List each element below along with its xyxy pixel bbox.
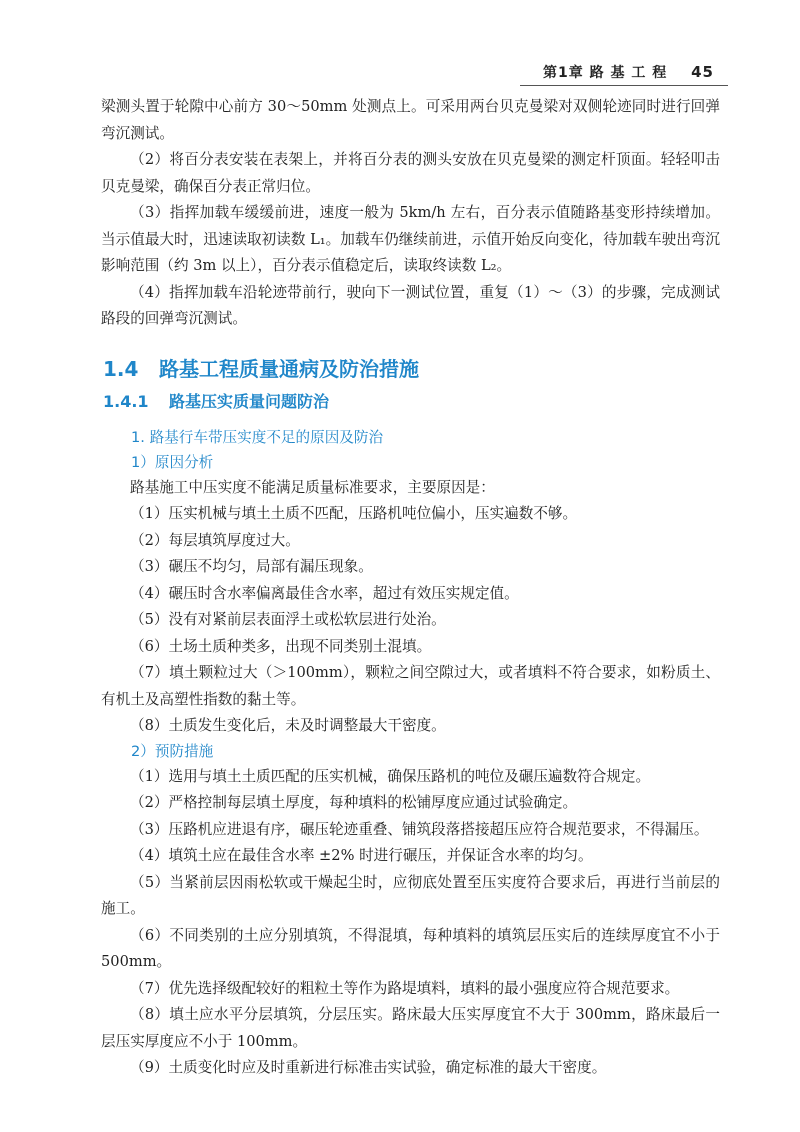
page-number: 45 xyxy=(691,63,714,81)
prevention-item: （3）压路机应进退有序，碾压轮迹重叠、铺筑段落搭接超压应符合规范要求，不得漏压。 xyxy=(130,820,709,838)
prevention-item: （8）填土应水平分层填筑，分层压实。路床最大压实厚度宜不大于 300mm，路床最后一层压实厚度应不小于 100mm。 xyxy=(101,1006,720,1050)
cause-item: （7）填土颗粒过大（＞100mm），颗粒之间空隙过大，或者填料不符合要求，如粉质土、有机土及高塑性指数的黏土等。 xyxy=(101,664,720,708)
chapter-title: 第1章 路 基 工 程 xyxy=(543,65,668,81)
intro-paragraph-4: （4）指挥加载车沿轮迹带前行，驶向下一测试位置，重复（1）～（3）的步骤，完成测试路段的回弹弯沉测试。 xyxy=(101,283,720,327)
prevention-item: （1）选用与填土土质匹配的压实机械，确保压路机的吨位及碾压遍数符合规定。 xyxy=(130,767,651,785)
body-content xyxy=(101,94,720,1082)
section-number: 1.4 xyxy=(103,356,139,381)
cause-heading: 1）原因分析 xyxy=(131,453,214,471)
cause-item: （4）碾压时含水率偏离最佳含水率，超过有效压实规定值。 xyxy=(130,584,519,602)
cause-item: （6）土场土质种类多，出现不同类别土混填。 xyxy=(130,637,432,655)
cause-item: （2）每层填筑厚度过大。 xyxy=(130,531,300,549)
cause-item: （5）没有对紧前层表面浮土或松软层进行处治。 xyxy=(130,611,446,628)
section-title: 路基工程质量通病及防治措施 xyxy=(159,356,419,381)
section-heading xyxy=(103,353,720,385)
prevention-item: （5）当紧前层因雨松软或干燥起尘时，应彻底处置至压实度符合要求后，再进行当前层的施工。 xyxy=(101,873,720,917)
running-header xyxy=(543,62,714,82)
prevention-item: （9）土质变化时应及时重新进行标准击实试验，确定标准的最大干密度。 xyxy=(130,1059,607,1076)
prevention-heading: 2）预防措施 xyxy=(131,742,214,760)
subsection-title: 路基压实质量问题防治 xyxy=(169,391,330,411)
prevention-item: （2）严格控制每层填土厚度，每种填料的松铺厚度应通过试验确定。 xyxy=(130,794,578,811)
topic-heading: 1. 路基行车带压实度不足的原因及防治 xyxy=(131,428,384,446)
cause-item: （1）压实机械与填土土质不匹配，压路机吨位偏小，压实遍数不够。 xyxy=(130,505,578,522)
subsection-number: 1.4.1 xyxy=(103,391,149,411)
cause-item: （3）碾压不均匀，局部有漏压现象。 xyxy=(130,558,373,575)
intro-paragraph-3: （3）指挥加载车缓缓前进，速度一般为 5km/h 左右，百分表示值随路基变形持续增加。当示值最大时，迅速读取初读数 L₁。加载车仍继续前进，示值开始反向变化，待加载车驶出弯沉影响范围（约 3m 以上），百分表示值稳定后，读取终读数 L₂。 xyxy=(101,204,720,274)
intro-paragraph-1: 梁测头置于轮隙中心前方 30～50mm 处测点上。可采用两台贝克曼梁对双侧轮迹同时进行回弹弯沉测试。 xyxy=(101,98,720,142)
prevention-item: （6）不同类别的土应分别填筑，不得混填，每种填料的填筑层压实后的连续厚度宜不小于 500mm。 xyxy=(101,926,720,970)
subsection-heading xyxy=(103,387,720,417)
intro-paragraph-2: （2）将百分表安装在表架上，并将百分表的测头安放在贝克曼梁的测定杆顶面。轻轻叩击贝克曼梁，确保百分表正常归位。 xyxy=(101,151,720,195)
cause-intro: 路基施工中压实度不能满足质量标准要求，主要原因是： xyxy=(130,478,495,496)
prevention-item: （7）优先选择级配较好的粗粒土等作为路堤填料，填料的最小强度应符合规范要求。 xyxy=(130,979,680,997)
header-rule xyxy=(520,85,728,86)
cause-item: （8）土质发生变化后，未及时调整最大干密度。 xyxy=(130,717,446,734)
prevention-item: （4）填筑土应在最佳含水率 ±2% 时进行碾压，并保证含水率的均匀。 xyxy=(130,847,593,864)
